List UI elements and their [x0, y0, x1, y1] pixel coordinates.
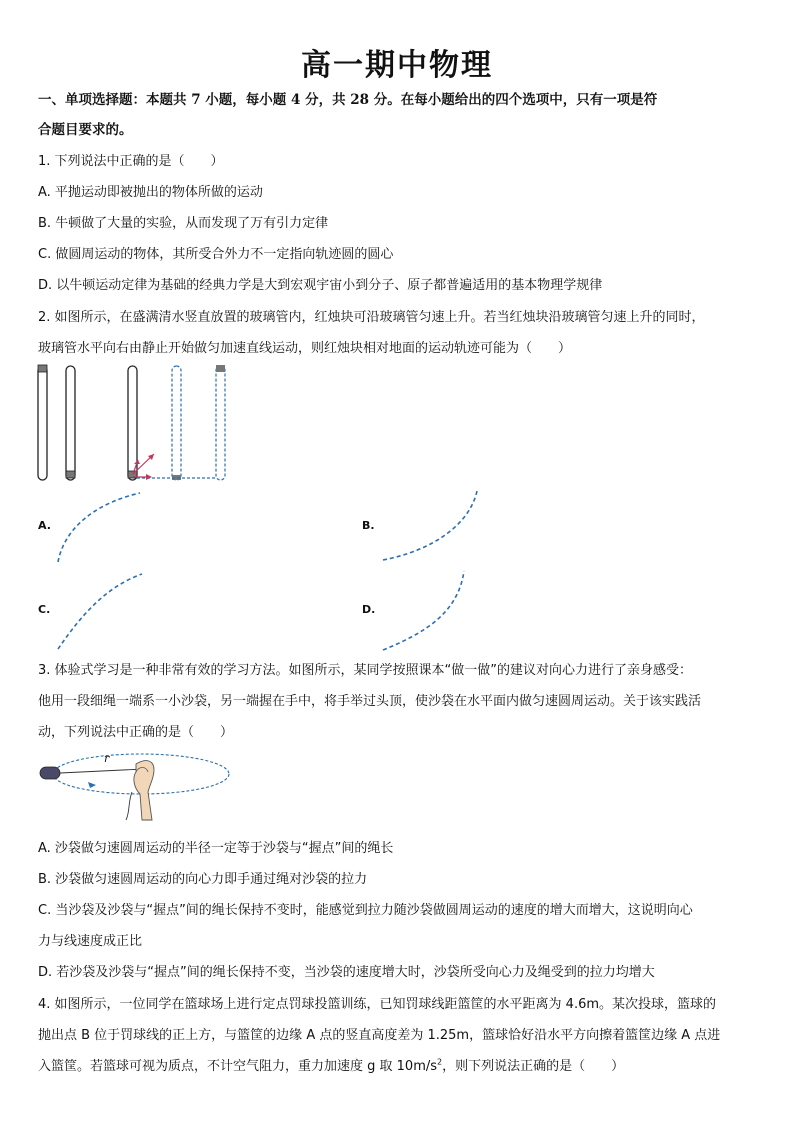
q3-stem-line3: 动，下列说法中正确的是（ ）: [38, 725, 234, 740]
q3-option-c-line2: 力与线速度成正比: [38, 934, 143, 949]
q2-curve-d: [380, 568, 470, 653]
q1-option-d: D. 以牛顿运动定律为基础的经典力学是大到宏观宇宙小到分子、原子都普遍适用的基本物理学规律: [38, 278, 603, 293]
q1-stem: 1. 下列说法中正确的是（ ）: [38, 154, 224, 169]
q4-stem-line1: 4. 如图所示，一位同学在篮球场上进行定点罚球投篮训练，已知罚球线距篮筐的水平距离为 4.6m。某次投球，篮球的: [38, 997, 717, 1012]
q3-sandbag-figure: [36, 752, 236, 822]
q2-curve-a: [55, 490, 145, 565]
q1-option-c: C. 做圆周运动的物体，其所受合外力不一定指向轨迹圆的圆心: [38, 247, 394, 262]
q4-stem-line3-sup: 2: [437, 1057, 443, 1067]
page-title: 高一期中物理: [301, 48, 493, 83]
q4-stem-line3-pre: 入篮筐。若篮球可视为质点，不计空气阻力，重力加速度 g 取 10m/s: [38, 1059, 438, 1074]
q2-option-c-label: C.: [38, 603, 51, 616]
q1-option-b: B. 牛顿做了大量的实验，从而发现了万有引力定律: [38, 216, 329, 231]
q3-figure-radius-label: r: [104, 752, 110, 765]
q4-stem-line3-post: ，则下列说法正确的是（ ）: [442, 1059, 625, 1074]
q1-option-a: A. 平抛运动即被抛出的物体所做的运动: [38, 185, 263, 200]
q2-stem-line2: 玻璃管水平向右由静止开始做匀加速直线运动，则红烛块相对地面的运动轨迹可能为（ ）: [38, 341, 572, 356]
section-heading-line1: 一、单项选择题：本题共 7 小题，每小题 4 分，共 28 分。在每小题给出的四个选项中，只有一项是符: [38, 92, 658, 108]
q2-option-b-label: B.: [362, 519, 375, 532]
q2-curve-c: [55, 572, 145, 652]
q3-option-b: B. 沙袋做匀速圆周运动的向心力即手通过绳对沙袋的拉力: [38, 872, 368, 887]
q4-stem-line2: 抛出点 B 位于罚球线的正上方，与篮筐的边缘 A 点的竖直高度差为 1.25m，篮球恰好沿水平方向擦着篮筐边缘 A 点进: [38, 1028, 721, 1043]
q2-tube-figure: [30, 360, 240, 490]
q3-stem-line2: 他用一段细绳一端系一小沙袋，另一端握在手中，将手举过头顶，使沙袋在水平面内做匀速圆周运动。关于该实践活: [38, 694, 702, 709]
q3-stem-line1: 3. 体验式学习是一种非常有效的学习方法。如图所示，某同学按照课本“做一做”的建议对向心力进行了亲身感受：: [38, 663, 693, 678]
q3-option-c-line1: C. 当沙袋及沙袋与“握点”间的绳长保持不变时，能感觉到拉力随沙袋做圆周运动的速度的增大而增大，这说明向心: [38, 903, 693, 918]
q4-stem-line3: [38, 1055, 758, 1074]
q3-option-a: A. 沙袋做匀速圆周运动的半径一定等于沙袋与“握点”间的绳长: [38, 841, 394, 856]
q2-option-d-label: D.: [362, 603, 376, 616]
q3-option-d: D. 若沙袋及沙袋与“握点”间的绳长保持不变，当沙袋的速度增大时，沙袋所受向心力及绳受到的拉力均增大: [38, 965, 655, 980]
section-heading-line2: 合题目要求的。: [38, 122, 133, 138]
q2-option-a-label: A.: [38, 519, 51, 532]
q2-stem-line1: 2. 如图所示，在盛满清水竖直放置的玻璃管内，红烛块可沿玻璃管匀速上升。若当红烛块沿玻璃管匀速上升的同时，: [38, 310, 705, 325]
q2-curve-b: [380, 488, 480, 563]
